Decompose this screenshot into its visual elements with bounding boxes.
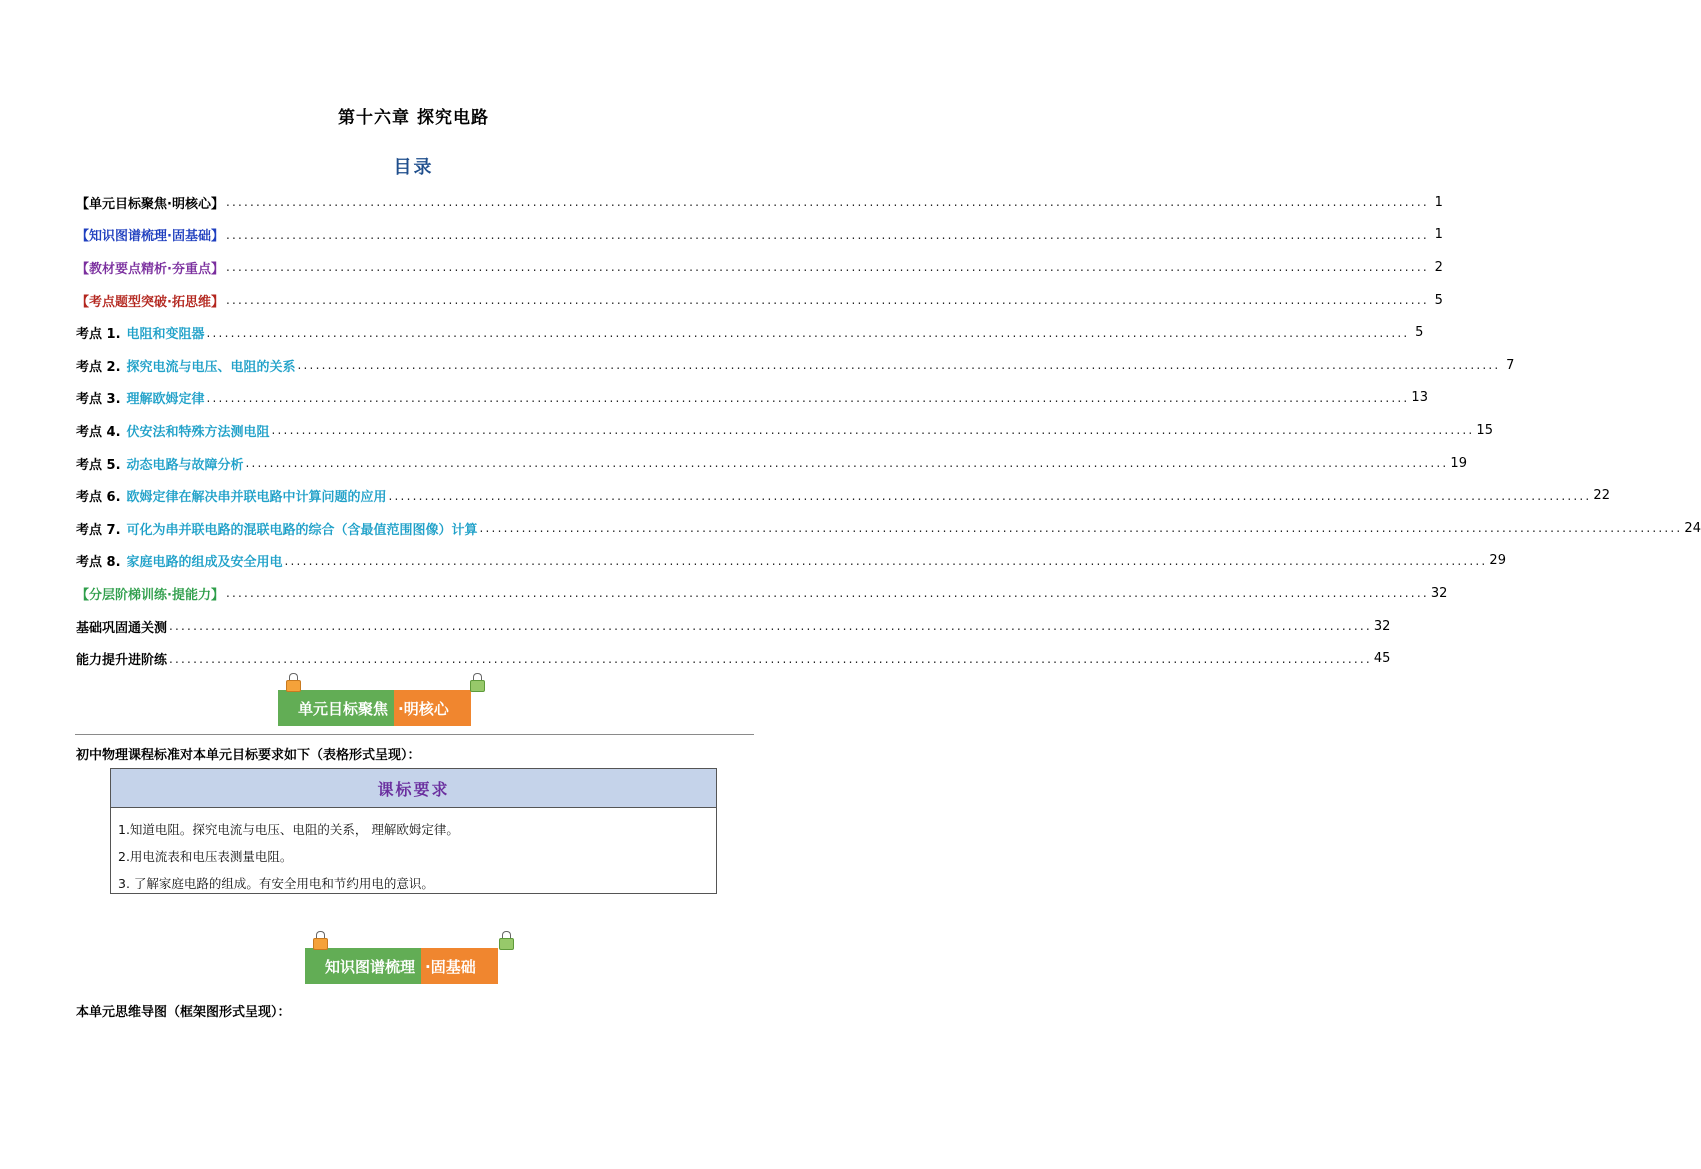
- table-of-contents: [76, 186, 1701, 675]
- toc-page-number: 5: [1434, 292, 1443, 308]
- toc-entry-prefix: 考点 4.: [76, 424, 121, 440]
- toc-page-number: 19: [1450, 455, 1467, 471]
- knowledge-map-banner: [305, 948, 498, 984]
- toc-entry[interactable]: [76, 414, 1493, 447]
- toc-page-number: 22: [1593, 488, 1610, 504]
- toc-page-number: 1: [1434, 227, 1443, 243]
- toc-entry-prefix: 考点 7.: [76, 522, 121, 538]
- toc-entry[interactable]: [76, 382, 1428, 415]
- toc-heading: 目录: [393, 157, 434, 178]
- toc-entry[interactable]: [76, 512, 1701, 545]
- toc-entry[interactable]: [76, 610, 1391, 643]
- toc-leader-dots: ........................................................................................................................................................................................................: [206, 325, 1410, 340]
- standards-table-header: 课标要求: [111, 769, 716, 808]
- toc-entry-prefix: 考点 1.: [76, 327, 121, 343]
- toc-entry-prefix: 考点 6.: [76, 490, 121, 506]
- toc-entry[interactable]: [76, 479, 1610, 512]
- standards-line: 2.用电流表和电压表测量电阻。: [118, 849, 293, 864]
- toc-leader-dots: ........................................................................................................................................................................................................: [271, 423, 1475, 438]
- toc-entry[interactable]: [76, 284, 1443, 317]
- toc-entry-prefix: 【教材要点精析·夯重点】: [76, 261, 224, 277]
- clip-icon: [470, 680, 485, 692]
- toc-entry-prefix: 基础巩固通关测: [76, 620, 168, 636]
- banner-left-text: 知识图谱梳理: [325, 957, 416, 976]
- toc-page-number: 2: [1434, 259, 1443, 275]
- toc-entry-label: 动态电路与故障分析: [126, 457, 244, 473]
- toc-entry-label: 探究电流与电压、电阻的关系: [126, 359, 296, 375]
- toc-leader-dots: ........................................................................................................................................................................................................: [225, 227, 1429, 242]
- toc-page-number: 1: [1434, 194, 1443, 210]
- standards-intro: 初中物理课程标准对本单元目标要求如下（表格形式呈现）：: [76, 748, 421, 763]
- toc-entry-prefix: 考点 8.: [76, 555, 121, 571]
- toc-entry-prefix: 【考点题型突破·拓思维】: [76, 294, 224, 310]
- toc-leader-dots: ........................................................................................................................................................................................................: [225, 260, 1429, 275]
- toc-leader-dots: ........................................................................................................................................................................................................: [479, 521, 1683, 536]
- toc-leader-dots: ........................................................................................................................................................................................................: [245, 456, 1449, 471]
- toc-entry-label: 理解欧姆定律: [126, 392, 205, 408]
- clip-icon: [286, 680, 301, 692]
- toc-entry-label: 可化为串并联电路的混联电路的综合（含最值范围图像）计算: [126, 522, 478, 538]
- unit-goal-banner: [278, 690, 471, 726]
- toc-entry[interactable]: [76, 642, 1391, 675]
- banner-left-text: 单元目标聚焦: [298, 699, 389, 718]
- clip-icon: [313, 938, 328, 950]
- toc-entry-prefix: 【分层阶梯训练·提能力】: [76, 587, 224, 603]
- toc-entry-prefix: 【单元目标聚焦·明核心】: [76, 196, 224, 212]
- divider: [75, 734, 754, 735]
- toc-entry-label: 家庭电路的组成及安全用电: [126, 555, 283, 571]
- toc-entry-prefix: 【知识图谱梳理·固基础】: [76, 229, 224, 245]
- toc-entry-label: 伏安法和特殊方法测电阻: [126, 424, 270, 440]
- toc-entry-prefix: 考点 2.: [76, 359, 121, 375]
- toc-entry[interactable]: [76, 251, 1443, 284]
- toc-entry[interactable]: [76, 186, 1443, 219]
- toc-entry-prefix: 考点 5.: [76, 457, 121, 473]
- toc-leader-dots: ........................................................................................................................................................................................................: [284, 553, 1488, 568]
- toc-page-number: 29: [1489, 553, 1506, 569]
- toc-page-number: 32: [1373, 618, 1391, 634]
- toc-entry[interactable]: [76, 577, 1448, 610]
- toc-page-number: 24: [1684, 520, 1701, 536]
- clip-icon: [499, 938, 514, 950]
- mindmap-intro: 本单元思维导图（框架图形式呈现）：: [76, 1005, 291, 1020]
- toc-page-number: 5: [1415, 325, 1424, 341]
- toc-entry-label: 电阻和变阻器: [126, 327, 205, 343]
- toc-page-number: 32: [1430, 585, 1448, 601]
- toc-entry-prefix: 能力提升进阶练: [76, 653, 168, 669]
- toc-page-number: 15: [1476, 422, 1493, 438]
- toc-page-number: 7: [1506, 357, 1515, 373]
- toc-leader-dots: ........................................................................................................................................................................................................: [297, 358, 1501, 373]
- toc-entry[interactable]: [76, 545, 1506, 578]
- banner-right-text: ·明核心: [398, 699, 449, 718]
- toc-page-number: 45: [1373, 651, 1391, 667]
- toc-entry[interactable]: [76, 219, 1443, 252]
- toc-leader-dots: ........................................................................................................................................................................................................: [388, 488, 1592, 503]
- standards-line: 1.知道电阻。探究电流与电压、电阻的关系， 理解欧姆定律。: [118, 822, 459, 837]
- standards-table: [110, 768, 717, 894]
- standards-line: 3. 了解家庭电路的组成。有安全用电和节约用电的意识。: [118, 876, 434, 891]
- toc-leader-dots: ........................................................................................................................................................................................................: [225, 293, 1429, 308]
- toc-leader-dots: ........................................................................................................................................................................................................: [169, 651, 1372, 666]
- toc-leader-dots: ........................................................................................................................................................................................................: [169, 619, 1372, 634]
- toc-entry-prefix: 考点 3.: [76, 392, 121, 408]
- toc-entry[interactable]: [76, 349, 1515, 382]
- toc-page-number: 13: [1411, 390, 1428, 406]
- toc-entry-label: 欧姆定律在解决串并联电路中计算问题的应用: [126, 490, 387, 506]
- banner-right-text: ·固基础: [425, 957, 476, 976]
- toc-leader-dots: ........................................................................................................................................................................................................: [225, 586, 1429, 601]
- toc-leader-dots: ........................................................................................................................................................................................................: [225, 195, 1429, 210]
- toc-leader-dots: ........................................................................................................................................................................................................: [206, 390, 1410, 405]
- chapter-title: 第十六章 探究电路: [338, 108, 489, 128]
- toc-entry[interactable]: [76, 447, 1467, 480]
- toc-entry[interactable]: [76, 316, 1424, 349]
